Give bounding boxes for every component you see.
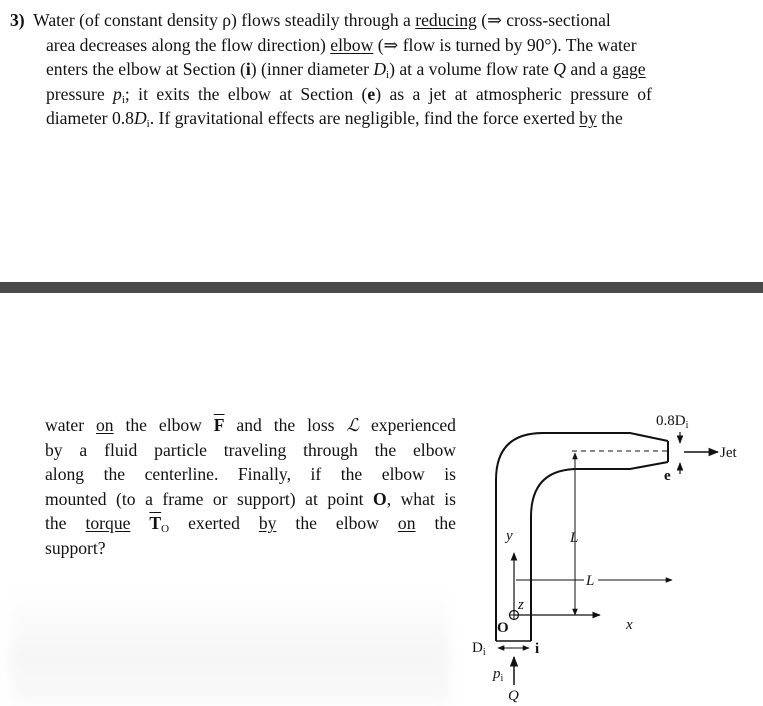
- continuation-line-3: along the centerline. Finally, if the elbow is: [45, 464, 456, 484]
- length-vertical-label: L: [570, 530, 579, 546]
- exit-diameter-label: $0.8D_i$: [656, 413, 689, 431]
- inlet-section-label: i: [535, 641, 540, 657]
- point-o-label: O: [497, 620, 509, 636]
- problem-line-5: diameter $0.8D_i$. If gravitational effects are negligible, find the force exerted by the: [46, 108, 623, 130]
- continuation-line-5: the torque $\overline{T}_O$ exerted by the elbow on the: [45, 513, 456, 535]
- jet-label: Jet: [720, 445, 737, 461]
- continuation-line-4: mounted (to a frame or support) at point O, what is: [45, 488, 456, 509]
- problem-line-1: 3) Water (of constant density ρ) flows steadily through a reducing (⇒ cross-sectional: [10, 10, 611, 30]
- length-horizontal-label: L: [586, 573, 595, 589]
- inlet-diameter-label: $D_i$: [472, 640, 486, 658]
- continuation-line-1: water on the elbow $\overline{F}$ and the loss ℒ experienced: [45, 415, 456, 435]
- continuation-line-2: by a fluid particle traveling through the elbow: [45, 439, 456, 460]
- continuation-line-6: support?: [45, 537, 106, 558]
- x-axis-label: x: [626, 617, 633, 633]
- elbow-inner-wall: [531, 462, 668, 641]
- exit-section-label: e: [664, 468, 671, 484]
- z-axis-label: z: [518, 597, 524, 613]
- flow-rate-label: Q: [508, 688, 519, 704]
- problem-line-4: pressure $p_i$; it exits the elbow at Section (e) as a jet at atmospheric pressure of: [46, 83, 652, 106]
- problem-line-3: enters the elbow at Section (i) (inner diameter $D_i$) at a volume flow rate Q and a gage: [46, 59, 646, 81]
- pressure-label: $p_i$: [493, 666, 504, 684]
- problem-line-2: area decreases along the flow direction) elbow (⇒ flow is turned by 90°). The water: [46, 34, 637, 55]
- y-axis-label: y: [506, 528, 513, 544]
- problem-number: 3): [10, 10, 25, 30]
